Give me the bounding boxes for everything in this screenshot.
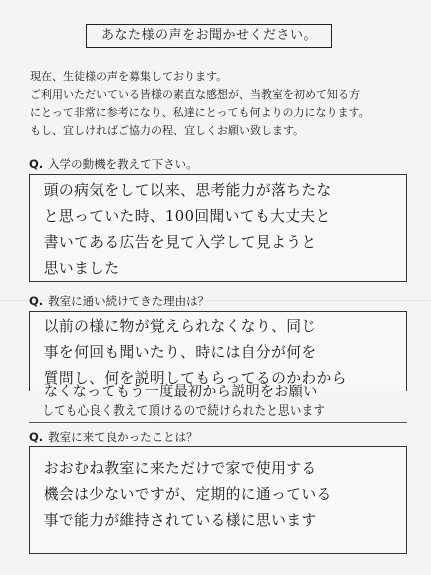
- handwritten-answer-line: 質問し、何を説明してもらってるのかわから: [43, 369, 347, 387]
- answer-box-3: [29, 446, 407, 554]
- question-text: 教室に来て良かったことは？: [48, 430, 198, 444]
- handwritten-answer-line: 機会は少ないですが、定期的に通っている: [43, 485, 332, 503]
- intro-text: [30, 68, 425, 140]
- question-label: Q.: [29, 157, 44, 171]
- answer-box-2-bottom-border: [29, 422, 407, 423]
- handwritten-answer-line: なくなってもう一度最初から説明をお願い: [44, 384, 318, 400]
- question-2: [29, 293, 209, 309]
- handwritten-answer-line: しても心良く教えて頂けるので続けられたと思います: [42, 404, 326, 419]
- form-title: あなた様の声をお聞かせください。: [86, 24, 332, 48]
- handwritten-answer-line: 以前の様に物が覚えられなくなり、同じ: [43, 317, 317, 335]
- handwritten-answer-line: 事で能力が維持されている様に思います: [43, 511, 317, 529]
- handwritten-answer-line: 頭の病気をして以来、思考能力が落ちたな: [43, 181, 332, 199]
- question-label: Q.: [29, 294, 44, 308]
- handwritten-answer-line: と思っていた時、100回聞いても大丈夫と: [43, 207, 331, 225]
- handwritten-answer-line: おおむね教室に来ただけで家で使用する: [43, 459, 317, 477]
- handwritten-answer-line: 事を何回も聞いたり、時には自分が何を: [43, 343, 317, 361]
- intro-line: ご利用いただいている皆様の素直な感想が、当教室を初めて知る方: [30, 88, 360, 101]
- handwritten-answer-line: 書いてある広告を見て入学して見ようと: [43, 233, 317, 251]
- answer-box-1: [29, 174, 407, 282]
- question-1: [29, 156, 198, 172]
- handwritten-answer-line: 思いました: [43, 259, 120, 277]
- question-text: 教室に通い続けてきた理由は？: [48, 294, 210, 308]
- intro-line: もし、宜しければご協力の程、宜しくお願い致します。: [30, 124, 305, 137]
- question-text: 入学の動機を教えて下さい。: [48, 157, 198, 171]
- intro-line: 現在、生徒様の声を募集しております。: [30, 70, 228, 83]
- intro-line: にとって非常に参考になり、私達にとっても何よりの力になります。: [30, 106, 370, 119]
- question-label: Q.: [29, 430, 44, 444]
- question-3: [29, 429, 198, 445]
- answer-box-2: [29, 311, 407, 391]
